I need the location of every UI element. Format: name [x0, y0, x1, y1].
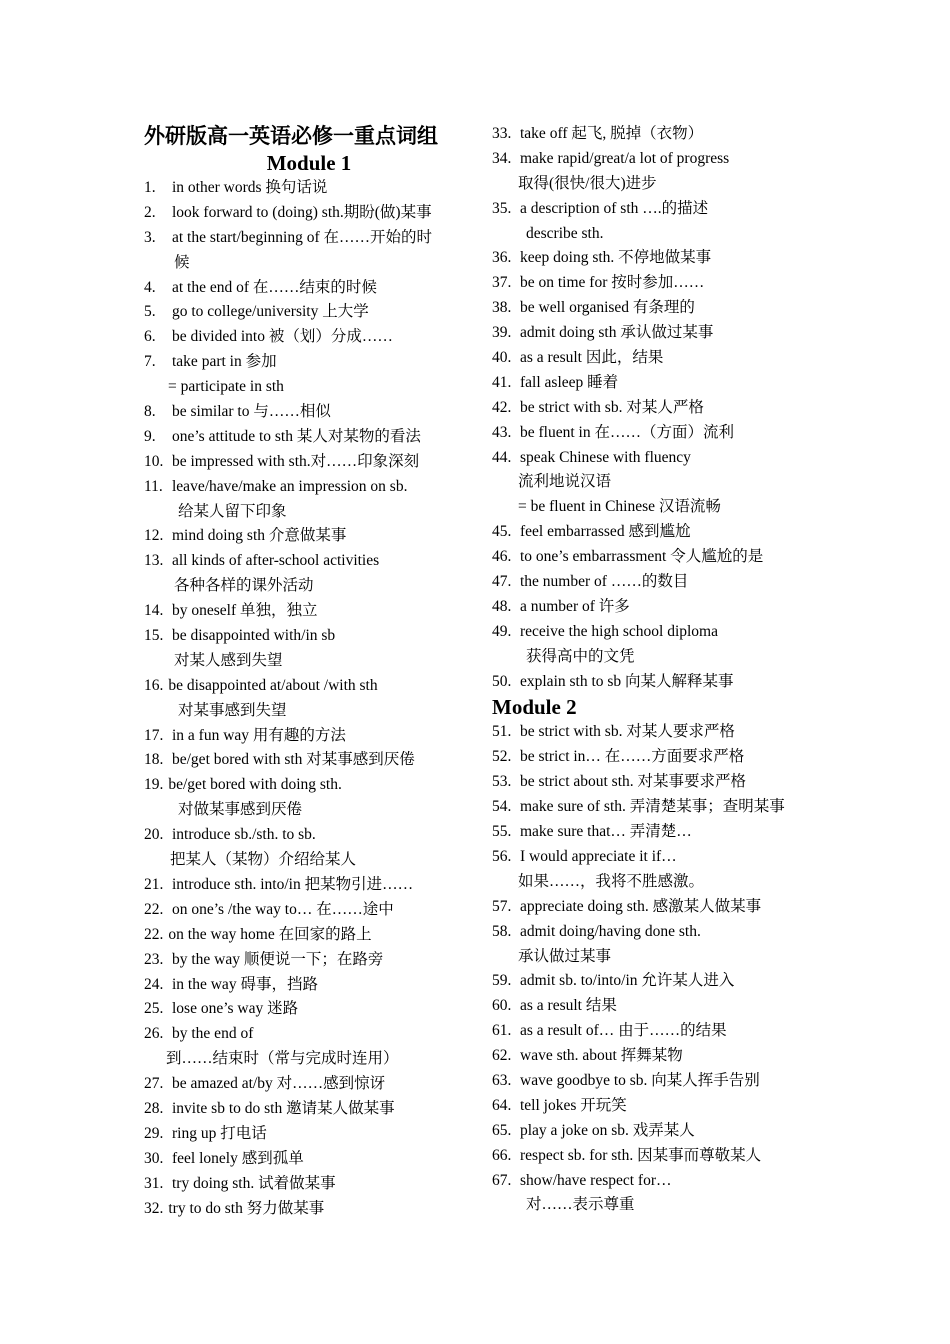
item-number: 41. [492, 373, 512, 391]
module-1-heading: Module 1 [266, 151, 352, 175]
phrase-item [492, 197, 822, 222]
item-number: 51. [492, 723, 512, 741]
phrase-item [144, 549, 474, 574]
item-number: 49. [492, 622, 512, 640]
phrase-item [492, 1094, 822, 1119]
item-number: 25. [144, 1000, 164, 1018]
item-text: look forward to (doing) sth.期盼(做)某事 [172, 203, 432, 221]
phrase-item [144, 1022, 474, 1047]
module-2-heading: Module 2 [492, 695, 577, 720]
item-number: 50. [492, 672, 512, 690]
phrase-item [492, 720, 822, 745]
item-text: admit sb. to/into/in 允许某人进入 [520, 972, 735, 990]
item-number: 20. [144, 826, 164, 844]
phrase-continuation: 各种各样的课外活动 [174, 577, 314, 595]
left-column [144, 122, 474, 1221]
phrase-item [144, 300, 474, 325]
item-number: 37. [492, 274, 512, 292]
item-number: 14. [144, 602, 164, 620]
phrase-item [492, 545, 822, 570]
phrase-item [144, 823, 474, 848]
item-text: feel lonely 感到孤单 [172, 1149, 304, 1167]
phrase-item [492, 1169, 822, 1194]
item-number: 34. [492, 149, 512, 167]
item-number: 47. [492, 573, 512, 591]
phrase-item [144, 973, 474, 998]
item-number: 45. [492, 523, 512, 541]
item-text: try to do sth 努力做某事 [168, 1199, 325, 1217]
phrase-continuation: 到……结束时（常与完成时连用） [166, 1050, 399, 1068]
item-number: 10. [144, 452, 164, 470]
phrase-item [144, 923, 474, 948]
item-text: leave/have/make an impression on sb. [172, 477, 408, 495]
item-text: introduce sb./sth. to sb. [172, 826, 316, 844]
phrase-item [144, 724, 474, 749]
right-column [492, 122, 822, 1218]
item-number: 15. [144, 627, 164, 645]
item-text: take part in 参加 [172, 353, 277, 371]
phrase-item [492, 1019, 822, 1044]
item-number: 35. [492, 199, 512, 217]
item-text: be similar to 与……相似 [172, 403, 331, 421]
phrase-item [144, 997, 474, 1022]
phrase-item [492, 122, 822, 147]
item-text: in a fun way 用有趣的方法 [172, 726, 346, 744]
item-text: tell jokes 开玩笑 [520, 1096, 627, 1114]
item-number: 29. [144, 1124, 164, 1142]
item-text: be divided into 被（划）分成…… [172, 328, 393, 346]
phrase-item [492, 246, 822, 271]
item-number: 60. [492, 997, 512, 1015]
phrase-item [144, 276, 474, 301]
item-text: be on time for 按时参加…… [520, 274, 705, 292]
item-text: be disappointed at/about /with sth [168, 676, 378, 694]
phrase-item [144, 425, 474, 450]
item-number: 22. [144, 900, 164, 918]
phrase-continuation: 对……表示尊重 [526, 1196, 635, 1214]
phrase-item [492, 321, 822, 346]
phrase-item [492, 570, 822, 595]
item-text: make sure of sth. 弄清楚某事；查明某事 [520, 798, 785, 816]
item-text: be impressed with sth.对……印象深刻 [172, 452, 420, 470]
item-number: 3. [144, 228, 156, 246]
item-text: a description of sth ….的描述 [520, 199, 709, 217]
item-text: be fluent in 在……（方面）流利 [520, 423, 734, 441]
item-number: 43. [492, 423, 512, 441]
item-number: 66. [492, 1146, 512, 1164]
item-number: 58. [492, 922, 512, 940]
item-text: as a result of… 由于……的结果 [520, 1022, 727, 1040]
phrase-item [492, 1069, 822, 1094]
item-number: 36. [492, 249, 512, 267]
item-number: 64. [492, 1096, 512, 1114]
phrase-item [144, 226, 474, 251]
phrase-item [492, 1044, 822, 1069]
item-number: 9. [144, 427, 156, 445]
item-number: 39. [492, 324, 512, 342]
item-number: 44. [492, 448, 512, 466]
phrase-continuation: = be fluent in Chinese 汉语流畅 [518, 498, 721, 516]
item-number: 22. [144, 925, 164, 943]
item-number: 32. [144, 1199, 164, 1217]
phrase-item [144, 674, 474, 699]
phrase-item [144, 1122, 474, 1147]
phrase-item [492, 795, 822, 820]
item-number: 4. [144, 278, 156, 296]
phrase-item [144, 201, 474, 226]
item-number: 16. [144, 676, 164, 694]
item-number: 42. [492, 398, 512, 416]
phrase-item [492, 296, 822, 321]
item-text: be strict with sb. 对某人要求严格 [520, 723, 735, 741]
item-number: 33. [492, 125, 512, 142]
phrase-item [492, 620, 822, 645]
item-number: 48. [492, 597, 512, 615]
phrase-item [492, 670, 822, 695]
item-number: 28. [144, 1099, 164, 1117]
phrase-item [492, 346, 822, 371]
item-number: 19. [144, 776, 164, 794]
item-text: admit doing sth 承认做过某事 [520, 324, 714, 342]
item-number: 65. [492, 1121, 512, 1139]
item-text: show/have respect for… [520, 1171, 672, 1189]
phrase-item [492, 845, 822, 870]
item-number: 55. [492, 823, 512, 841]
item-text: on one’s /the way to… 在……途中 [172, 900, 394, 918]
item-number: 1. [144, 179, 156, 196]
item-number: 40. [492, 349, 512, 367]
item-text: by oneself 单独，独立 [172, 602, 318, 620]
item-text: be/get bored with doing sth. [168, 776, 342, 794]
item-text: I would appreciate it if… [520, 847, 677, 865]
phrase-item [144, 1097, 474, 1122]
phrase-item [144, 599, 474, 624]
item-number: 57. [492, 897, 512, 915]
item-number: 54. [492, 798, 512, 816]
phrase-item [492, 371, 822, 396]
phrase-item [144, 873, 474, 898]
item-text: make rapid/great/a lot of progress [520, 149, 730, 167]
left-phrase-list [144, 176, 474, 1221]
phrase-item [144, 475, 474, 500]
item-text: in other words 换句话说 [172, 179, 328, 196]
item-number: 2. [144, 203, 156, 221]
item-text: be disappointed with/in sb [172, 627, 336, 645]
item-text: on the way home 在回家的路上 [168, 925, 372, 943]
item-number: 23. [144, 950, 164, 968]
item-text: receive the high school diploma [520, 622, 718, 640]
phrase-item [144, 524, 474, 549]
item-number: 61. [492, 1022, 512, 1040]
item-number: 26. [144, 1025, 164, 1043]
phrase-item [492, 520, 822, 545]
item-text: take off 起飞, 脱掉（衣物） [520, 125, 704, 142]
phrase-continuation: 对某人感到失望 [174, 651, 283, 669]
item-number: 31. [144, 1174, 164, 1192]
phrase-item [144, 176, 474, 201]
phrase-item [144, 1172, 474, 1197]
item-text: as a result 因此，结果 [520, 349, 664, 367]
item-number: 18. [144, 751, 164, 769]
phrase-item [492, 147, 822, 172]
item-number: 27. [144, 1075, 164, 1093]
item-text: be amazed at/by 对……感到惊讶 [172, 1075, 386, 1093]
phrase-continuation: 如果……，我将不胜感激。 [518, 872, 705, 890]
phrase-item [144, 325, 474, 350]
phrase-item [144, 948, 474, 973]
item-text: play a joke on sb. 戏弄某人 [520, 1121, 695, 1139]
phrase-item [492, 421, 822, 446]
item-number: 52. [492, 748, 512, 766]
item-text: mind doing sth 介意做某事 [172, 527, 347, 545]
phrase-item [144, 1197, 474, 1222]
phrase-item [144, 748, 474, 773]
item-text: be strict about sth. 对某事要求严格 [520, 773, 747, 791]
item-number: 63. [492, 1071, 512, 1089]
item-number: 67. [492, 1171, 512, 1189]
item-text: at the start/beginning of 在……开始的时 [172, 228, 433, 246]
item-text: admit doing/having done sth. [520, 922, 701, 940]
phrase-continuation: 承认做过某事 [518, 947, 612, 965]
item-text: explain sth to sb 向某人解释某事 [520, 672, 734, 690]
item-text: by the end of [172, 1025, 254, 1043]
phrase-item [144, 450, 474, 475]
phrase-item [492, 1144, 822, 1169]
item-text: appreciate doing sth. 感激某人做某事 [520, 897, 762, 915]
phrase-item [492, 396, 822, 421]
item-number: 56. [492, 847, 512, 865]
item-text: wave goodbye to sb. 向某人挥手告别 [520, 1071, 760, 1089]
phrase-continuation: 取得(很快/很大)进步 [518, 174, 657, 192]
item-text: by the way 顺便说一下；在路旁 [172, 950, 384, 968]
phrase-continuation: 对做某事感到厌倦 [178, 801, 303, 819]
item-text: go to college/university 上大学 [172, 303, 369, 321]
phrase-continuation: 流利地说汉语 [518, 473, 612, 491]
phrase-item [492, 595, 822, 620]
item-text: speak Chinese with fluency [520, 448, 691, 466]
item-text: be/get bored with sth 对某事感到厌倦 [172, 751, 415, 769]
item-text: as a result 结果 [520, 997, 617, 1015]
item-number: 8. [144, 403, 156, 421]
item-number: 21. [144, 875, 164, 893]
item-text: all kinds of after-school activities [172, 552, 380, 570]
item-text: keep doing sth. 不停地做某事 [520, 249, 712, 267]
right-phrase-list [492, 122, 822, 1218]
item-text: ring up 打电话 [172, 1124, 267, 1142]
item-number: 13. [144, 552, 164, 570]
item-text: feel embarrassed 感到尴尬 [520, 523, 691, 541]
phrase-item [144, 624, 474, 649]
item-text: be strict in… 在……方面要求严格 [520, 748, 745, 766]
item-text: the number of ……的数目 [520, 573, 689, 591]
phrase-item [144, 1147, 474, 1172]
item-text: to one’s embarrassment 令人尴尬的是 [520, 548, 764, 566]
document-title: 外研版高一英语必修一重点词组 [144, 124, 438, 148]
item-text: introduce sth. into/in 把某物引进…… [172, 875, 414, 893]
item-text: make sure that… 弄清楚… [520, 823, 692, 841]
phrase-continuation: describe sth. [526, 224, 604, 242]
phrase-item [492, 745, 822, 770]
phrase-continuation: 给某人留下印象 [178, 502, 287, 520]
phrase-continuation: 候 [174, 253, 190, 271]
item-text: one’s attitude to sth 某人对某物的看法 [172, 427, 421, 445]
item-text: invite sb to do sth 邀请某人做某事 [172, 1099, 395, 1117]
phrase-continuation: = participate in sth [168, 378, 284, 396]
item-text: fall asleep 睡着 [520, 373, 619, 391]
phrase-item [492, 895, 822, 920]
item-number: 17. [144, 726, 164, 744]
phrase-item [492, 1119, 822, 1144]
phrase-continuation: 把某人（某物）介绍给某人 [170, 851, 357, 869]
item-number: 24. [144, 975, 164, 993]
item-number: 62. [492, 1047, 512, 1065]
phrase-item [492, 446, 822, 471]
phrase-item [492, 820, 822, 845]
phrase-item [492, 770, 822, 795]
item-text: lose one’s way 迷路 [172, 1000, 299, 1018]
phrase-item [492, 271, 822, 296]
item-number: 7. [144, 353, 156, 371]
item-text: at the end of 在……结束的时候 [172, 278, 377, 296]
item-text: respect sb. for sth. 因某事而尊敬某人 [520, 1146, 762, 1164]
phrase-continuation: 对某事感到失望 [178, 701, 287, 719]
phrase-item [144, 1072, 474, 1097]
item-number: 46. [492, 548, 512, 566]
item-number: 5. [144, 303, 156, 321]
item-text: be strict with sb. 对某人严格 [520, 398, 704, 416]
phrase-item [144, 350, 474, 375]
item-number: 30. [144, 1149, 164, 1167]
item-number: 6. [144, 328, 156, 346]
phrase-item [492, 994, 822, 1019]
phrase-item [492, 920, 822, 945]
item-number: 59. [492, 972, 512, 990]
item-number: 12. [144, 527, 164, 545]
item-text: a number of 许多 [520, 597, 630, 615]
phrase-item [492, 969, 822, 994]
item-number: 11. [144, 477, 163, 495]
phrase-item [144, 898, 474, 923]
phrase-item [144, 400, 474, 425]
phrase-continuation: 获得高中的文凭 [526, 647, 635, 665]
item-text: be well organised 有条理的 [520, 299, 695, 317]
item-text: wave sth. about 挥舞某物 [520, 1047, 683, 1065]
phrase-item [144, 773, 474, 798]
item-number: 38. [492, 299, 512, 317]
item-text: try doing sth. 试着做某事 [172, 1174, 336, 1192]
item-text: in the way 碍事，挡路 [172, 975, 318, 993]
item-number: 53. [492, 773, 512, 791]
